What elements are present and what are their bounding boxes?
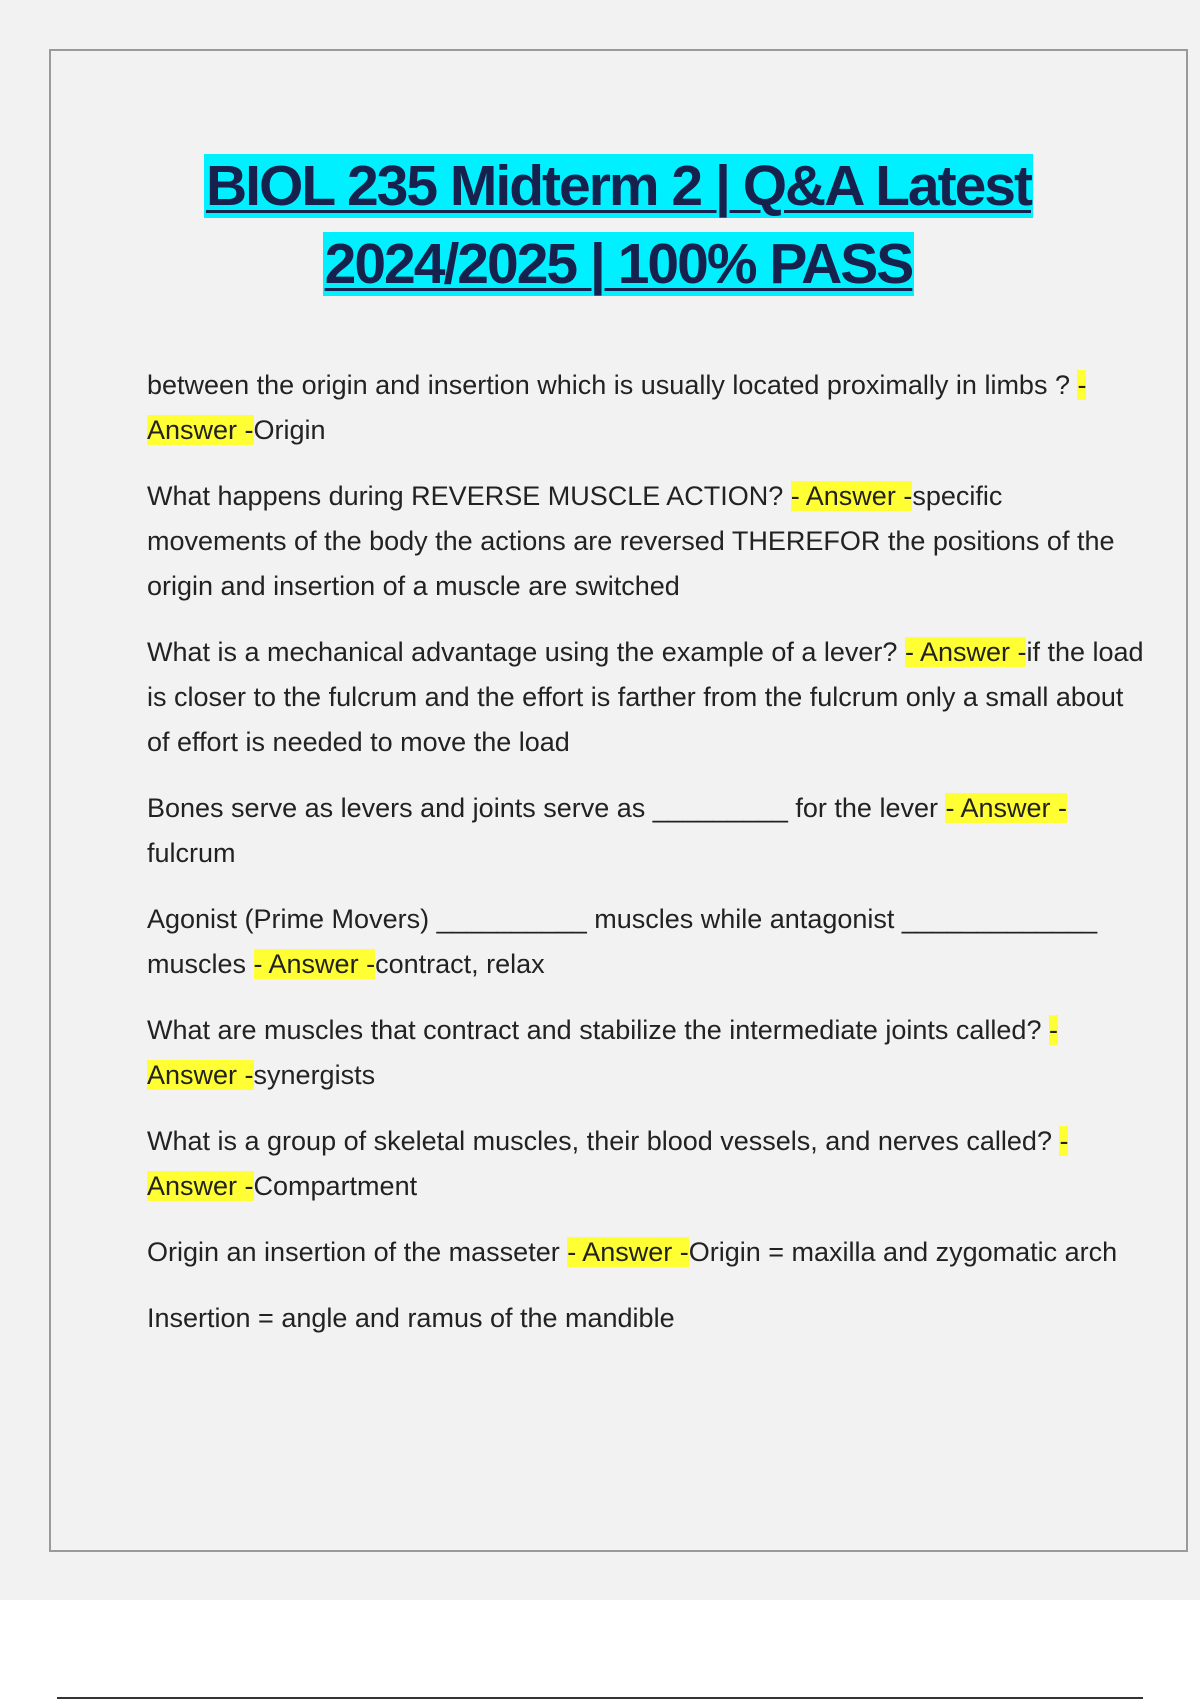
bottom-divider bbox=[57, 1697, 1143, 1699]
question-text: Origin an insertion of the masseter bbox=[147, 1237, 568, 1267]
answer-text: fulcrum bbox=[147, 838, 236, 868]
answer-tag: - Answer - bbox=[147, 1126, 1069, 1201]
question-text: What are muscles that contract and stabilize the intermediate joints called? bbox=[147, 1015, 1049, 1045]
answer-tag: - Answer - bbox=[147, 1015, 1058, 1090]
qa-item bbox=[147, 1119, 1147, 1209]
answer-text: synergists bbox=[253, 1060, 376, 1090]
document-title bbox=[51, 147, 1186, 303]
answer-tag: - Answer - bbox=[147, 370, 1087, 445]
document-page bbox=[49, 49, 1188, 1552]
question-text: Bones serve as levers and joints serve as _________ for the lever bbox=[147, 793, 946, 823]
title-line-1: BIOL 235 Midterm 2 | Q&A Latest bbox=[205, 154, 1031, 218]
qa-item bbox=[147, 1230, 1147, 1275]
qa-item bbox=[147, 897, 1147, 987]
question-text: What is a group of skeletal muscles, their blood vessels, and nerves called? bbox=[147, 1126, 1060, 1156]
qa-item bbox=[147, 630, 1147, 765]
question-text: between the origin and insertion which is usually located proximally in limbs ? bbox=[147, 370, 1078, 400]
answer-text: if the load is closer to the fulcrum and the effort is farther from the fulcrum only a small about of effort is needed to move the load bbox=[147, 637, 1144, 757]
qa-item bbox=[147, 363, 1147, 453]
answer-text: Origin bbox=[253, 415, 326, 445]
answer-text: Origin = maxilla and zygomatic arch bbox=[688, 1237, 1118, 1267]
answer-text: contract, relax bbox=[375, 949, 545, 979]
answer-text: Compartment bbox=[253, 1171, 418, 1201]
answer-tag: - Answer - bbox=[567, 1237, 689, 1267]
answer-text: specific movements of the body the actions are reversed THEREFOR the positions of the origin and insertion of a muscle are switched bbox=[147, 481, 1115, 601]
qa-item bbox=[147, 474, 1147, 609]
qa-item bbox=[147, 1008, 1147, 1098]
answer-tag: - Answer - bbox=[790, 481, 913, 511]
answer-tag: - Answer - bbox=[945, 793, 1067, 823]
qa-list bbox=[147, 363, 1147, 1362]
question-text: What is a mechanical advantage using the example of a lever? bbox=[147, 637, 905, 667]
question-text: Agonist (Prime Movers) __________ muscles while antagonist _____________ muscles bbox=[147, 904, 1098, 979]
question-text: What happens during REVERSE MUSCLE ACTION? bbox=[147, 481, 791, 511]
qa-item bbox=[147, 786, 1147, 876]
answer-tag: - Answer - bbox=[253, 949, 376, 979]
answer-tag: - Answer - bbox=[904, 637, 1027, 667]
qa-item bbox=[147, 1296, 1147, 1341]
title-line-2: 2024/2025 | 100% PASS bbox=[324, 232, 913, 296]
question-text: Insertion = angle and ramus of the mandible bbox=[147, 1303, 675, 1333]
